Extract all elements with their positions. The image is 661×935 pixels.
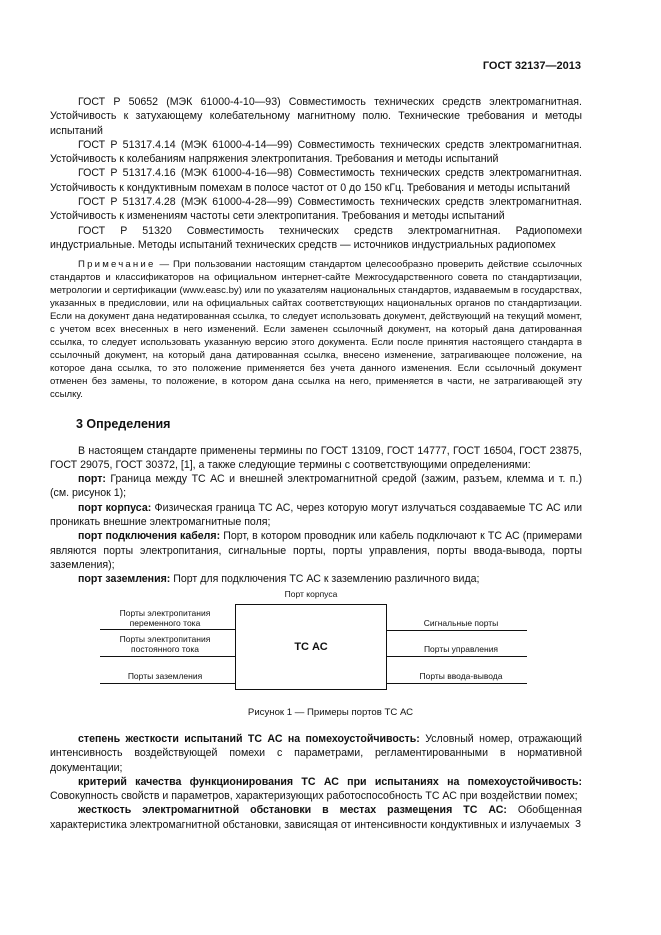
reference-item: ГОСТ Р 51320 Совместимость технических средств электромагнитная. Радиопомехи индустриальные. Методы испытаний технических средств — источников индустриальных радиопомех: [50, 224, 582, 251]
definition: Граница между ТС АС и внешней электромагнитной средой (зажим, разъем, клемма и т. п.) (см. рисунок 1);: [50, 473, 582, 500]
port-line: [387, 630, 527, 631]
port-label-left: Порты заземления: [127, 671, 203, 681]
term: порт:: [78, 473, 106, 486]
definition: Обобщенная характеристика электромагнитной обстановки, зависящая от интенсивности кондуктивных и излучаемых: [50, 804, 582, 831]
reference-item: ГОСТ Р 51317.4.14 (МЭК 61000-4-14—99) Совместимость технических средств электромагнитная. Устойчивость к колебаниям напряжения электропитания. Требования и методы испытаний: [50, 138, 582, 166]
equipment-box: [235, 604, 387, 690]
term-definition: [50, 803, 582, 832]
page-header: ГОСТ 32137—2013: [482, 60, 581, 72]
enclosure-port-label: Порт корпуса: [284, 589, 338, 599]
reference-item: ГОСТ Р 51317.4.16 (МЭК 61000-4-16—98) Совместимость технических средств электромагнитная. Устойчивость к кондуктивным помехам в полосе частот от 0 до 150 кГц. Требования и методы испытаний: [50, 167, 582, 194]
intro-paragraph: В настоящем стандарте применены термины по ГОСТ 13109, ГОСТ 14777, ГОСТ 16504, ГОСТ 23875, ГОСТ 29075, ГОСТ 30372, [1], а также следующие термины с соответствующими определениями:: [50, 444, 582, 471]
term: порт подключения кабеля:: [78, 530, 221, 543]
definition: Порт, в котором проводник или кабель подключают к ТС АС (примерами являются порты электропитания, сигнальные порты, порты управления, порты ввода-вывода, порты заземления);: [50, 530, 582, 571]
term-definition: [50, 501, 582, 530]
port-line: [387, 683, 527, 684]
note-label: Примечание: [78, 259, 156, 271]
reference-item: ГОСТ Р 51317.4.28 (МЭК 61000-4-28—99) Совместимость технических средств электромагнитная. Устойчивость к изменениям частоты сети электропитания. Требования и методы испытаний: [50, 196, 582, 223]
port-label-left: Порты электропитания переменного тока: [119, 608, 211, 628]
port-line: [100, 656, 235, 657]
note-text: — При пользовании настоящим стандартом целесообразно проверить действие ссылочных стандартов и классификаторов на официальном интернет-сайте Межгосударственного совета по стандартизации, метрологии и сертификации (www.easc.by) или по указателям национальных стандартов, издаваемым в государствах, указанных в предисловии, или на официальных сайтах соответствующих национальных органов по стандартизации. Если на документ дана недатированная ссылка, то следует использовать документ, действующий на текущий момент, с учетом всех внесенных в него изменений. Если заменен ссылочный документ, на который дана датированная ссылка, то следует использовать указанную версию этого документа. Если после принятия настоящего стандарта в ссылочный документ, на который дана датированная ссылка, внесено изменение, затрагивающее положение, на которое дана ссылка, то это положение применяется без учета данного изменения. Если ссылочный документ отменен без замены, то положение, в котором дана ссылка на него, применяется в части, не затрагивающей эту ссылку.: [50, 259, 582, 401]
note: [50, 258, 582, 401]
term-definition: [50, 529, 582, 572]
definition: Порт для подключения ТС АС к заземлению различного вида;: [170, 573, 480, 586]
definition: Совокупность свойств и параметров, характеризующих работоспособность ТС АС при воздействии помех;: [50, 790, 578, 803]
port-line: [100, 683, 235, 684]
term-definition: [50, 732, 582, 775]
term-definition: [50, 572, 582, 586]
port-line: [100, 629, 235, 630]
references-block: [50, 95, 582, 587]
equipment-label: ТС АС: [294, 641, 328, 653]
term: степень жесткости испытаний ТС АС на помехоустойчивость:: [78, 733, 420, 745]
definition: Физическая граница ТС АС, через которую могут излучаться создаваемые ТС АС или проникать внешние электромагнитные поля;: [50, 501, 583, 529]
port-label-right: Сигнальные порты: [423, 618, 499, 628]
port-line: [387, 656, 527, 657]
ports-diagram: [95, 589, 535, 703]
term: критерий качества функционирования ТС АС при испытаниях на помехоустойчивость:: [78, 775, 582, 788]
term-definition: [50, 775, 582, 804]
page-number: 3: [575, 818, 581, 830]
figure-caption: Рисунок 1 — Примеры портов ТС АС: [247, 707, 414, 718]
term: порт заземления:: [78, 573, 171, 586]
port-label-right: Порты ввода-вывода: [419, 671, 503, 681]
port-label-right: Порты управления: [423, 644, 499, 654]
reference-item: ГОСТ Р 50652 (МЭК 61000-4-10—93) Совместимость технических средств электромагнитная. Устойчивость к затухающему колебательному магнитному полю. Технические требования и методы испытаний: [50, 96, 582, 137]
terms-continued: [50, 732, 582, 832]
definition: Условный номер, отражающий интенсивность воздействующей помехи с параметрами, регламентированными в нормативной документации;: [50, 733, 582, 774]
term: порт корпуса:: [78, 501, 152, 514]
term-definition: [50, 472, 582, 501]
section-heading: 3 Определения: [76, 417, 171, 432]
term: жесткость электромагнитной обстановки в местах размещения ТС АС:: [78, 804, 507, 817]
port-label-left: Порты электропитания постоянного тока: [119, 634, 211, 654]
